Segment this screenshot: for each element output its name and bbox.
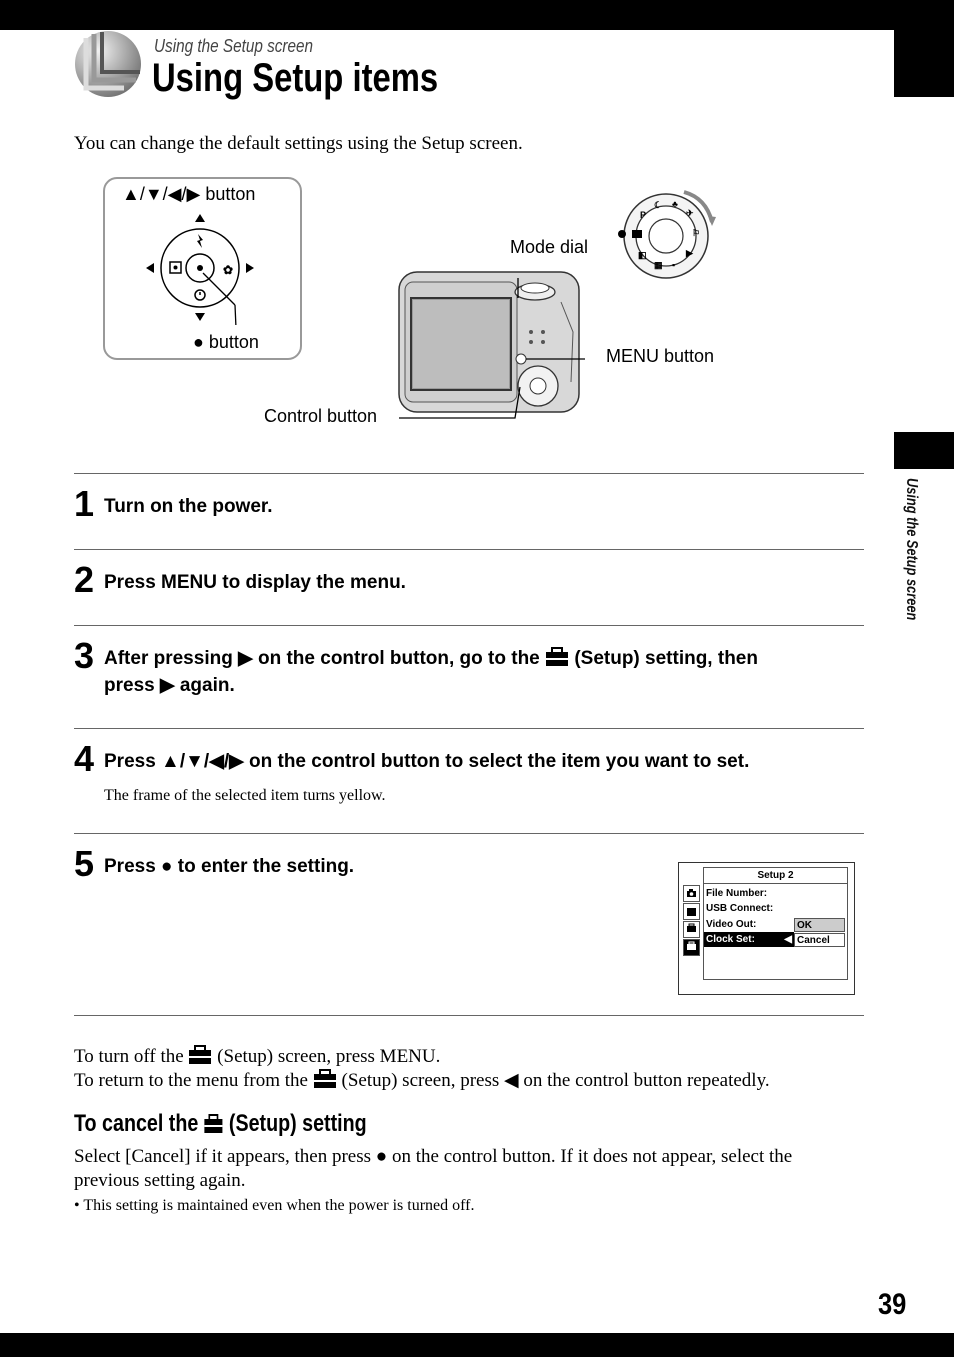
clock-set-label: Clock Set:: [706, 934, 755, 945]
setup1-tab-icon: [683, 921, 700, 938]
bottom-bar: [0, 1333, 954, 1357]
cancel-body: Select [Cancel] if it appears, then press ● on the control button. If it does not appear, select the previous setting again.: [74, 1146, 793, 1191]
camera-illustration: [395, 262, 585, 422]
step-1-number: 1: [74, 483, 95, 524]
turn-off-text-b: (Setup) screen, press MENU.: [217, 1046, 441, 1067]
setup-row-clock-set: [704, 932, 794, 947]
camera-tab-icon: [683, 885, 700, 902]
step-2-number: 2: [74, 559, 95, 600]
setup-toolbox-icon: [313, 1069, 337, 1089]
page-title: Using Setup items: [152, 56, 439, 100]
svg-text:✈: ✈: [686, 208, 694, 218]
setup-toolbox-icon: [204, 1114, 224, 1134]
top-bar: [0, 0, 954, 30]
turn-off-instruction: [74, 1045, 440, 1069]
setup2-tab-icon: [683, 939, 700, 956]
menu-button-label: MENU button: [606, 346, 715, 366]
step-3-text-c: press ▶ again.: [104, 675, 235, 696]
svg-text:♣: ♣: [672, 199, 678, 209]
divider: [74, 1015, 864, 1016]
step-4-text: Press ▲/▼/◀/▶ on the control button to select the item you want to set.: [104, 751, 750, 772]
svg-text:▶: ▶: [686, 248, 693, 258]
setup-screen-illustration: [678, 862, 855, 995]
control-button-label: Control button: [264, 406, 378, 426]
divider: [74, 549, 864, 550]
svg-text:P: P: [640, 210, 647, 220]
svg-text:◧: ◧: [638, 250, 647, 260]
divider: [74, 473, 864, 474]
memory-tab-icon: [683, 903, 700, 920]
step-3-text-b: (Setup) setting, then: [574, 648, 758, 669]
return-text-b: (Setup) screen, press ◀ on the control button repeatedly.: [341, 1070, 770, 1091]
control-pad-illustration: [140, 210, 260, 325]
return-instruction: [74, 1069, 770, 1093]
cancel-heading-b: (Setup) setting: [228, 1110, 367, 1137]
step-3-number: 3: [74, 635, 95, 676]
arrows-button-label: ▲/▼/◀/▶ button: [122, 184, 256, 204]
cancel-heading-a: To cancel the: [74, 1110, 199, 1137]
option-cancel: Cancel: [794, 933, 845, 947]
step-5-text: Press ● to enter the setting.: [104, 856, 355, 877]
divider: [74, 625, 864, 626]
setup-row-video-out: Video Out:: [706, 919, 757, 930]
step-2-text: Press MENU to display the menu.: [104, 572, 406, 593]
turn-off-text-a: To turn off the: [74, 1046, 184, 1067]
cancel-heading: [74, 1110, 367, 1138]
mode-dial-illustration: [614, 186, 718, 284]
left-arrow-icon: ◀: [784, 934, 792, 945]
side-section-label: Using the Setup screen: [903, 478, 920, 621]
svg-text:▪: ▪: [672, 260, 676, 270]
setup-screen-title: Setup 2: [704, 868, 847, 884]
section-icon: [74, 30, 144, 100]
option-ok: OK: [794, 918, 845, 932]
intro-text: You can change the default settings using the Setup screen.: [74, 133, 523, 154]
step-1-text: Turn on the power.: [104, 496, 273, 517]
svg-text:☾: ☾: [654, 200, 663, 210]
step-3-text-a: After pressing ▶ on the control button, go to the: [104, 648, 540, 669]
step-5-number: 5: [74, 843, 95, 884]
svg-text:▦: ▦: [654, 260, 663, 270]
setup-toolbox-icon: [545, 647, 569, 667]
mode-dial-label: Mode dial: [510, 237, 589, 257]
section-subtitle: Using the Setup screen: [154, 36, 314, 56]
top-tab-marker: [894, 30, 954, 97]
divider: [74, 833, 864, 834]
setup-row-file-number: File Number:: [706, 888, 768, 899]
setup-toolbox-icon: [188, 1045, 212, 1065]
return-text-a: To return to the menu from the: [74, 1070, 308, 1091]
svg-text:✿: ✿: [223, 263, 234, 277]
step-4-note: The frame of the selected item turns yellow.: [104, 787, 386, 804]
side-tab-marker: [894, 432, 954, 469]
setup-row-usb-connect: USB Connect:: [706, 903, 774, 914]
svg-text:⚐: ⚐: [692, 228, 701, 238]
divider: [74, 728, 864, 729]
page-number: 39: [878, 1288, 907, 1321]
step-3-text: [104, 645, 844, 699]
center-button-label: ● button: [193, 332, 259, 352]
cancel-bullet: • This setting is maintained even when the power is turned off.: [74, 1197, 475, 1214]
step-4-number: 4: [74, 738, 95, 779]
